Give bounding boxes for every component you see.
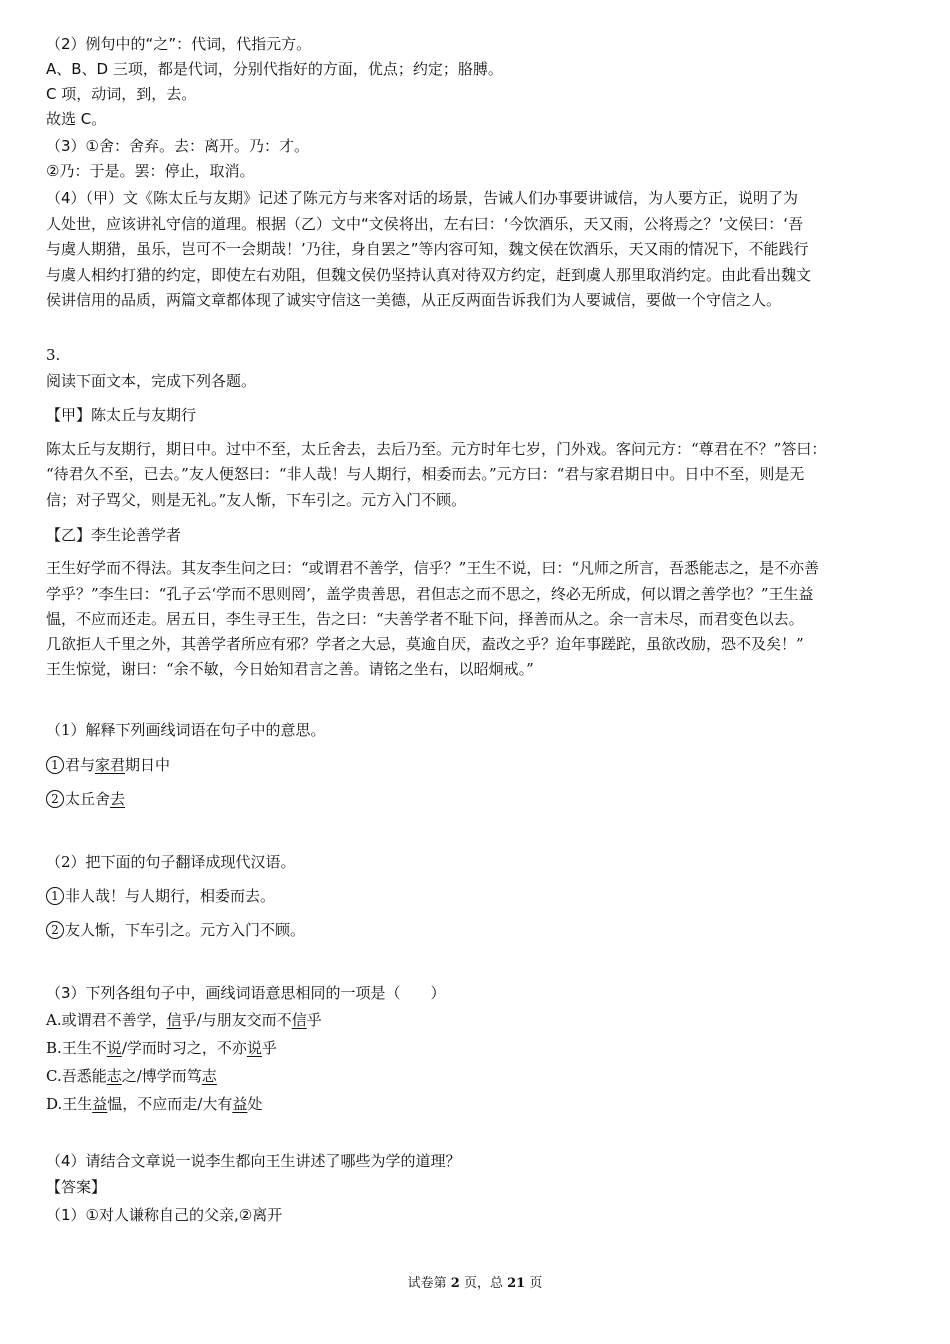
option-text: 愠，不应而走/大有: [107, 1095, 233, 1113]
item-text: 友人惭，下车引之。元方入门不顾。: [65, 921, 306, 939]
option-b: [46, 1037, 906, 1059]
passage-line: “待君久不至，已去。”友人便怒曰：“非人哉！与人期行，相委而去。”元方曰：“君与家君期日中。日中不至，则是无: [46, 465, 805, 483]
question-instruction: 阅读下面文本，完成下列各题。: [46, 372, 257, 390]
subquestion-item: [46, 885, 906, 907]
subquestion-item: [46, 754, 906, 776]
answer-line: （3）①舍：舍弃。去：离开。乃：才。: [46, 137, 309, 155]
question-number: 3.: [46, 346, 61, 364]
underlined-word: 志: [201, 1067, 217, 1085]
answer-line: （4）（甲）文《陈太丘与友期》记述了陈元方与来客对话的场景，告诫人们办事要讲诚信，为人要方正，说明了为: [46, 189, 799, 207]
underlined-word: 益: [92, 1095, 108, 1113]
answer-line: （2）例句中的“之”：代词，代指元方。: [46, 35, 312, 53]
subquestion-item: [46, 788, 906, 810]
underlined-word: 说: [106, 1039, 122, 1057]
item-text: 期日中: [125, 756, 171, 774]
option-text: /学而时习之，不亦: [121, 1039, 247, 1057]
item-text: 太丘舍: [65, 790, 111, 808]
option-text: A.或谓君不善学，: [46, 1011, 167, 1029]
underlined-word: 信: [291, 1011, 307, 1029]
option-text: 乎: [306, 1011, 322, 1029]
footer-text: 页，总: [459, 1276, 508, 1291]
passage-line: 王生好学而不得法。其友李生问之曰：“或谓君不善学，信乎？”王生不说，曰：“凡师之所言，吾悉能志之，是不亦善: [46, 559, 820, 577]
answer-label: 【答案】: [46, 1178, 107, 1196]
page-footer: [0, 1272, 950, 1291]
option-text: B.王生不: [46, 1039, 107, 1057]
option-text: 乎/与朋友交而不: [181, 1011, 292, 1029]
circled-number: 2: [46, 921, 64, 939]
option-c: [46, 1065, 906, 1087]
subquestion-prompt: （1）解释下列画线词语在句子中的意思。: [46, 721, 326, 739]
passage-yi-title: 【乙】李生论善学者: [46, 526, 182, 544]
footer-text: 试卷第: [407, 1276, 451, 1291]
passage-line: 王生惊觉，谢曰：“余不敏，今日始知君言之善。请铭之坐右，以昭炯戒。”: [46, 660, 534, 678]
option-a: [46, 1009, 906, 1031]
item-text: 君与: [65, 756, 96, 774]
subquestion-prompt: （3）下列各组句子中，画线词语意思相同的一项是（ ）: [46, 984, 446, 1002]
underlined-word: 志: [106, 1067, 122, 1085]
passage-line: 愠，不应而还走。居五日，李生寻王生，告之曰：“夫善学者不耻下问，择善而从之。余一言未尽，而君变色以去。: [46, 610, 804, 628]
option-d: [46, 1093, 906, 1115]
circled-number: 1: [46, 756, 64, 774]
underlined-word: 去: [110, 790, 126, 808]
passage-jia-title: 【甲】陈太丘与友期行: [46, 406, 197, 424]
option-text: 之/博学而笃: [121, 1067, 202, 1085]
footer-text: 页: [525, 1276, 543, 1291]
answer-line: C 项，动词，到，去。: [46, 85, 197, 103]
passage-line: 陈太丘与友期行，期日中。过中不至，太丘舍去，去后乃至。元方时年七岁，门外戏。客问元方：“尊君在不？”答曰：: [46, 440, 827, 458]
subquestion-prompt: （2）把下面的句子翻译成现代汉语。: [46, 853, 296, 871]
passage-line: 几欲拒人千里之外，其善学者所应有邪？学者之大忌，莫逾自厌，盍改之乎？迨年事蹉跎，虽欲改励，恐不及矣！”: [46, 635, 804, 653]
passage-line: 学乎？”李生曰：“孔子云‘学而不思则罔’，盖学贵善思，君但志之而不思之，终必无所成，何以谓之善学也？”王生益: [46, 585, 814, 603]
answer-line: 故选 C。: [46, 110, 107, 128]
answer-line: ②乃：于是。罢：停止，取消。: [46, 162, 255, 180]
answer-line: 人处世，应该讲礼守信的道理。根据（乙）文中“文侯将出，左右曰：‘今饮酒乐，天又雨，公将焉之？’文侯曰：‘吾: [46, 215, 804, 233]
subquestion-prompt: （4）请结合文章说一说李生都向王生讲述了哪些为学的道理？: [46, 1152, 461, 1170]
option-text: 处: [247, 1095, 263, 1113]
subquestion-item: [46, 919, 906, 941]
circled-number: 1: [46, 887, 64, 905]
answer-line: （1）①对人谦称自己的父亲,②离开: [46, 1206, 283, 1224]
page-total: 21: [507, 1276, 526, 1291]
underlined-word: 益: [232, 1095, 248, 1113]
answer-line: A、B、D 三项，都是代词，分别代指好的方面，优点；约定；胳膊。: [46, 60, 503, 78]
option-text: D.王生: [46, 1095, 93, 1113]
underlined-word: 信: [166, 1011, 182, 1029]
passage-line: 信；对子骂父，则是无礼。”友人惭，下车引之。元方入门不顾。: [46, 491, 467, 509]
circled-number: 2: [46, 790, 64, 808]
page-number: 2: [450, 1276, 460, 1291]
option-text: 乎: [261, 1039, 277, 1057]
item-text: 非人哉！与人期行，相委而去。: [65, 887, 276, 905]
option-text: C.吾悉能: [46, 1067, 107, 1085]
underlined-word: 说: [246, 1039, 262, 1057]
answer-line: 侯讲信用的品质，两篇文章都体现了诚实守信这一美德，从正反两面告诉我们为人要诚信，要做一个守信之人。: [46, 291, 782, 309]
underlined-word: 家君: [95, 756, 126, 774]
answer-line: 与虞人相约打猎的约定，即使左右劝阻，但魏文侯仍坚持认真对待双方约定，赶到虞人那里取消约定。由此看出魏文: [46, 266, 812, 284]
answer-line: 与虞人期猎，虽乐，岂可不一会期哉！’乃往，身自罢之”等内容可知，魏文侯在饮酒乐，天又雨的情况下，不能践行: [46, 240, 809, 258]
